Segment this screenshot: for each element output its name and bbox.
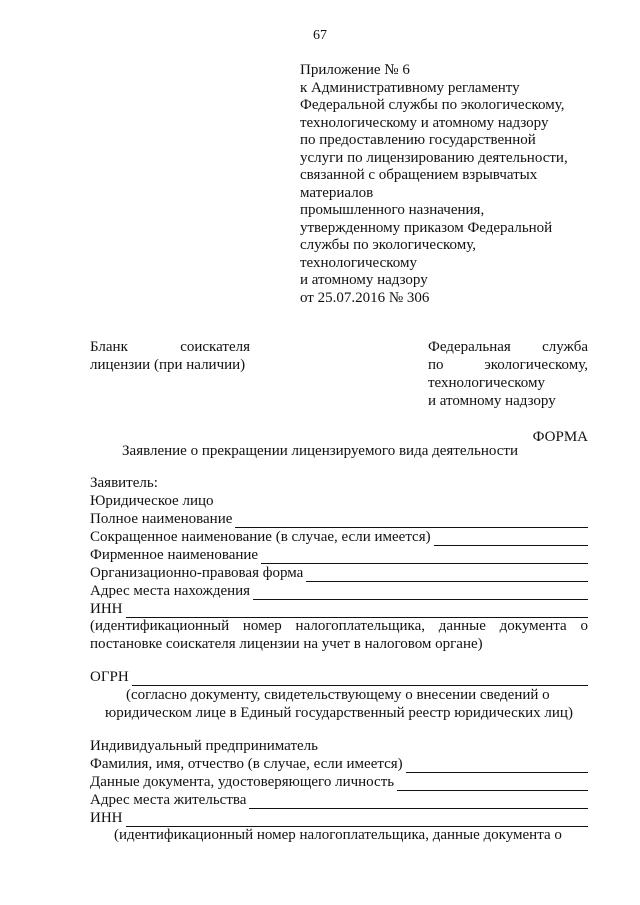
addressee-word: экологическому, <box>484 357 588 373</box>
id-document-field[interactable] <box>90 773 588 791</box>
document-title: Заявление о прекращении лицензируемого вида деятельности <box>122 443 518 459</box>
residence-field[interactable] <box>90 791 588 809</box>
addressee-line: технологическому <box>428 375 545 391</box>
appendix-line: технологическому <box>300 254 417 271</box>
ogrn-field[interactable] <box>90 668 588 686</box>
brand-name-blank[interactable] <box>261 549 588 564</box>
full-name-field[interactable] <box>90 510 588 528</box>
appendix-line: утвержденному приказом Федеральной <box>300 219 553 236</box>
short-name-label: Сокращенное наименование (в случае, если имеется) <box>90 529 431 545</box>
appendix-line: к Административному регламенту <box>300 79 520 96</box>
legal-entity-heading: Юридическое лицо <box>90 493 214 509</box>
brand-name-field[interactable] <box>90 546 588 564</box>
appendix-line: от 25.07.2016 № 306 <box>300 289 430 306</box>
appendix-line: и атомному надзору <box>300 272 428 288</box>
full-name-label: Полное наименование <box>90 511 233 527</box>
appendix-line: по предоставлению государственной <box>300 132 536 148</box>
inn-note-line: постановке соискателя лицензии на учет в налоговом органе) <box>90 636 483 652</box>
appendix-line: услуги по лицензированию деятельности, <box>300 149 568 166</box>
page-number: 67 <box>313 28 327 43</box>
appendix-line: Приложение № 6 <box>300 62 410 78</box>
inn-field[interactable] <box>90 600 588 618</box>
addressee <box>428 338 588 410</box>
appendix-line: технологическому и атомному надзору <box>300 114 549 131</box>
id-document-label: Данные документа, удостоверяющего личность <box>90 774 395 790</box>
applicant-letterhead-note <box>90 338 250 374</box>
ogrn-note-line: юридическом лице в Единый государственный реестр юридических лиц) <box>105 705 573 721</box>
addressee-word: Федеральная <box>428 339 511 355</box>
individual-inn-label: ИНН <box>90 810 123 826</box>
address-field[interactable] <box>90 582 588 600</box>
legal-form-label: Организационно-правовая форма <box>90 565 304 581</box>
inn-blank[interactable] <box>126 603 589 618</box>
appendix-line: Федеральной службы по экологическому, <box>300 97 565 113</box>
residence-label: Адрес места жительства <box>90 792 247 808</box>
id-document-blank[interactable] <box>397 776 588 791</box>
form-label: ФОРМА <box>532 429 588 445</box>
appendix-line: материалов <box>300 184 374 201</box>
address-blank[interactable] <box>253 585 588 600</box>
appendix-line: промышленного назначения, <box>300 202 485 218</box>
individual-inn-blank[interactable] <box>126 812 589 827</box>
residence-blank[interactable] <box>249 794 588 809</box>
fio-blank[interactable] <box>406 758 588 773</box>
inn-note-line: (идентификационный номер налогоплательщика, данные документа о <box>90 618 588 634</box>
blank-word: соискателя <box>180 339 250 355</box>
fio-label: Фамилия, имя, отчество (в случае, если имеется) <box>90 756 403 772</box>
address-label: Адрес места нахождения <box>90 583 251 599</box>
addressee-word: по <box>428 357 444 373</box>
ogrn-note-line: (согласно документу, свидетельствующему о внесении сведений о <box>126 687 550 703</box>
appendix-line: службы по экологическому, <box>300 237 476 253</box>
short-name-blank[interactable] <box>434 531 588 546</box>
inn-label: ИНН <box>90 601 123 617</box>
blank-line: лицензии (при наличии) <box>90 357 246 373</box>
individual-heading: Индивидуальный предприниматель <box>90 738 318 754</box>
appendix-header <box>300 62 568 307</box>
legal-form-field[interactable] <box>90 564 588 582</box>
brand-name-label: Фирменное наименование <box>90 547 259 563</box>
legal-form-blank[interactable] <box>306 567 588 582</box>
ogrn-blank[interactable] <box>132 671 588 686</box>
appendix-line: связанной с обращением взрывчатых <box>300 167 538 183</box>
blank-word: Бланк <box>90 339 128 355</box>
fio-field[interactable] <box>90 755 588 773</box>
full-name-blank[interactable] <box>235 513 588 528</box>
applicant-heading: Заявитель: <box>90 475 158 491</box>
individual-inn-field[interactable] <box>90 809 588 827</box>
addressee-word: служба <box>542 339 588 355</box>
addressee-line: и атомному надзору <box>428 393 556 409</box>
short-name-field[interactable] <box>90 528 588 546</box>
ogrn-label: ОГРН <box>90 669 129 685</box>
individual-inn-note: (идентификационный номер налогоплательщика, данные документа о <box>114 827 562 843</box>
